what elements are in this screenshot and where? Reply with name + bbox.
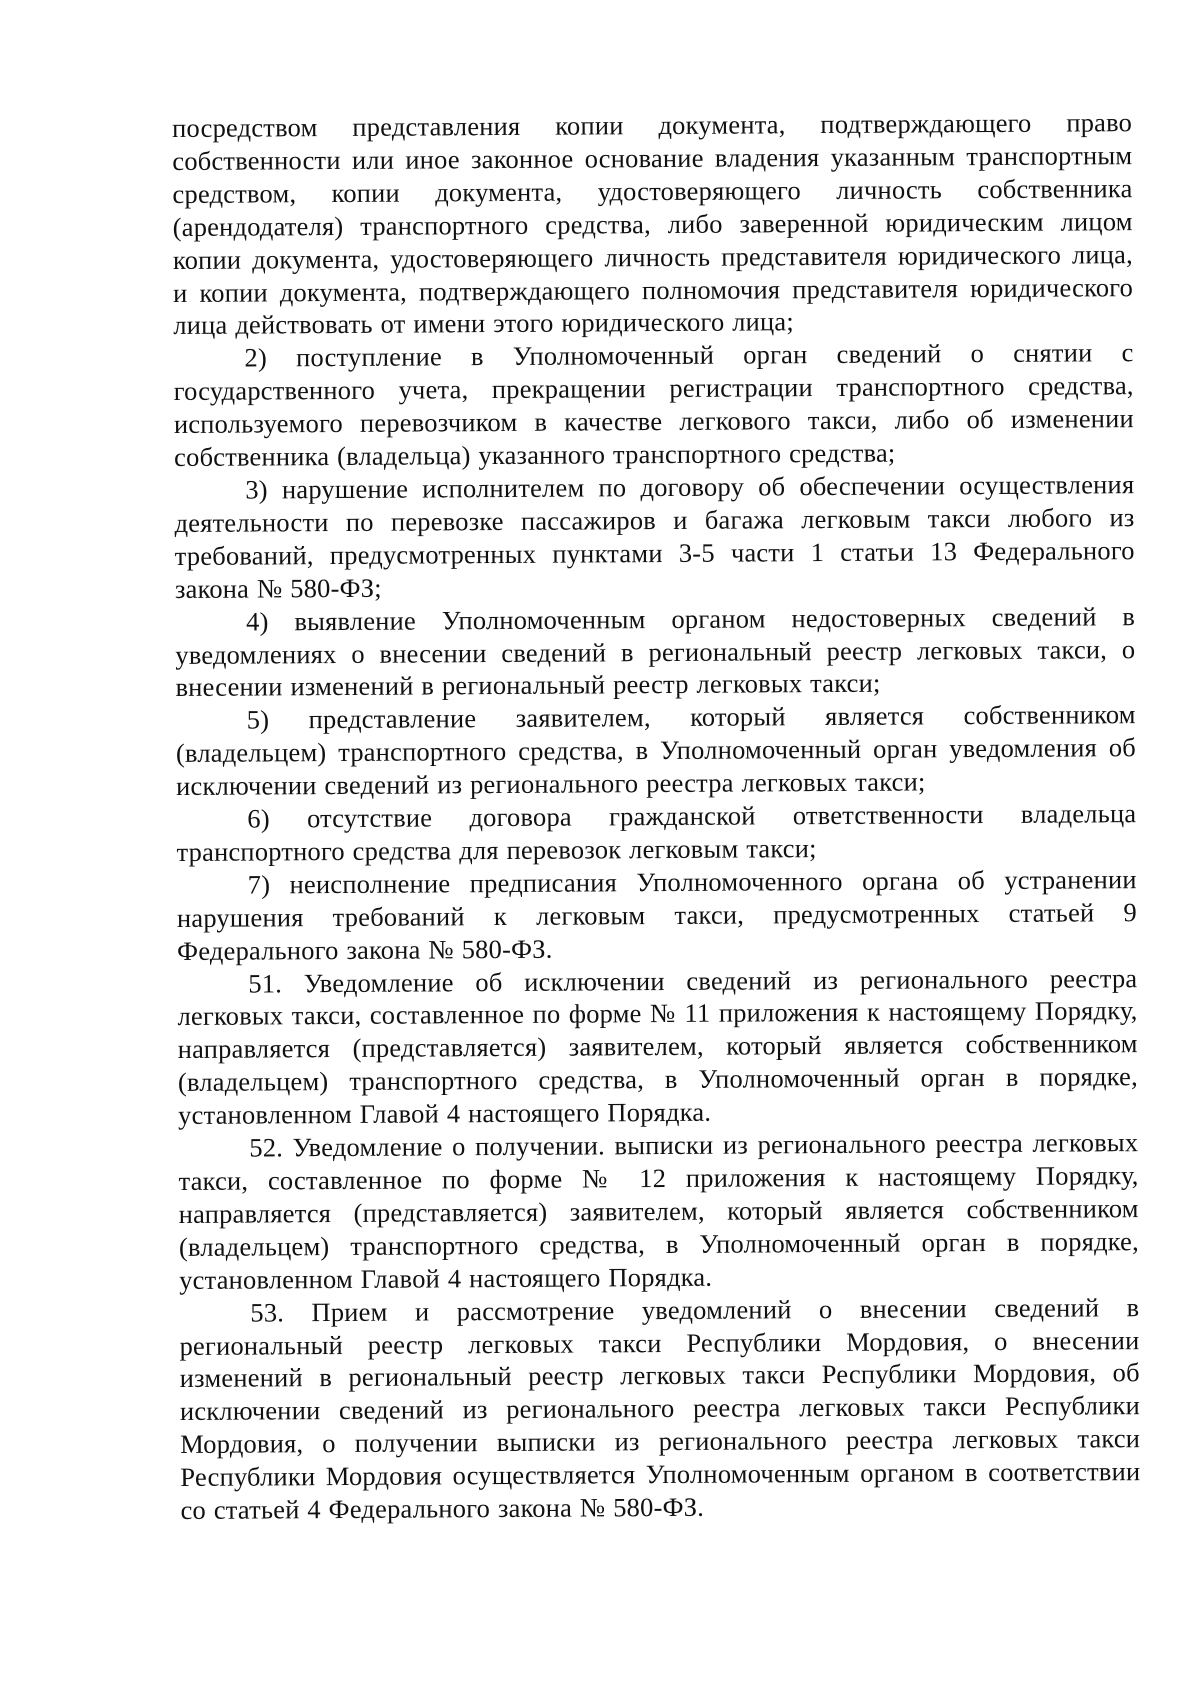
paragraph-item-5: 5) представление заявителем, который является собственником (владельцем) транспортного средства, в Уполномоченный орган уведомления об исключении сведений из регионального реестра легковых такси;: [175, 699, 1136, 802]
paragraph-item-3: 3) нарушение исполнителем по договору об обеспечении осуществления деятельности по перевозке пассажиров и багажа легковым такси любого из требований, предусмотренных пунктами 3-5 части 1 статьи 13 Федерального закона № 580-ФЗ;: [174, 469, 1135, 604]
paragraph-section-53: 53. Прием и рассмотрение уведомлений о внесении сведений в региональный реестр легковых такси Республики Мордовия, о внесении изменений в региональный реестр легковых такси Республики Мордовия, об исключении сведений из регионального реестра легковых такси Республики Мордовия, о получении выписки из регионального реестра легковых такси Республики Мордовия осуществляется Уполномоченным органом в соответствии со статьей 4 Федерального закона № 580-ФЗ.: [179, 1291, 1141, 1526]
paragraph-section-52: 52. Уведомление о получении. выписки из регионального реестра легковых такси, составленное по форме № 12 приложения к настоящему Порядку, направляется (представляется) заявителем, который является собственником (владельцем) транспортного средства, в Уполномоченный орган в порядке, установленном Главой 4 настоящего Порядка.: [178, 1127, 1140, 1295]
document-body: [172, 106, 1141, 1527]
paragraph-item-7: 7) неисполнение предписания Уполномоченного органа об устранении нарушения требований к легковым такси, предусмотренных статьей 9 Федерального закона № 580-ФЗ.: [176, 863, 1137, 966]
paragraph-item-6: 6) отсутствие договора гражданской ответственности владельца транспортного средства для перевозок легковым такси;: [176, 798, 1137, 867]
paragraph-item-4: 4) выявление Уполномоченным органом недостоверных сведений в уведомлениях о внесении сведений в региональный реестр легковых такси, о внесении изменений в региональный реестр легковых такси;: [175, 600, 1136, 703]
paragraph-intro-continuation: посредством представления копии документа, подтверждающего право собственности или иное законное основание владения указанным транспортным средством, копии документа, удостоверяющего личность собственника (арендодателя) транспортного средства, либо заверенной юридическим лицом копии документа, удостоверяющего личность представителя юридического лица, и копии документа, подтверждающего полномочия представителя юридического лица действовать от имени этого юридического лица;: [172, 107, 1134, 341]
paragraph-item-2: 2) поступление в Уполномоченный орган сведений о снятии с государственного учета, прекращении регистрации транспортного средства, используемого перевозчиком в качестве легкового такси, либо об изменении собственника (владельца) указанного транспортного средства;: [173, 337, 1134, 473]
paragraph-section-51: 51. Уведомление об исключении сведений из регионального реестра легковых такси, составленное по форме № 11 приложения к настоящему Порядку, направляется (представляется) заявителем, который является собственником (владельцем) транспортного средства, в Уполномоченный орган в порядке, установленном Главой 4 настоящего Порядка.: [177, 962, 1139, 1131]
